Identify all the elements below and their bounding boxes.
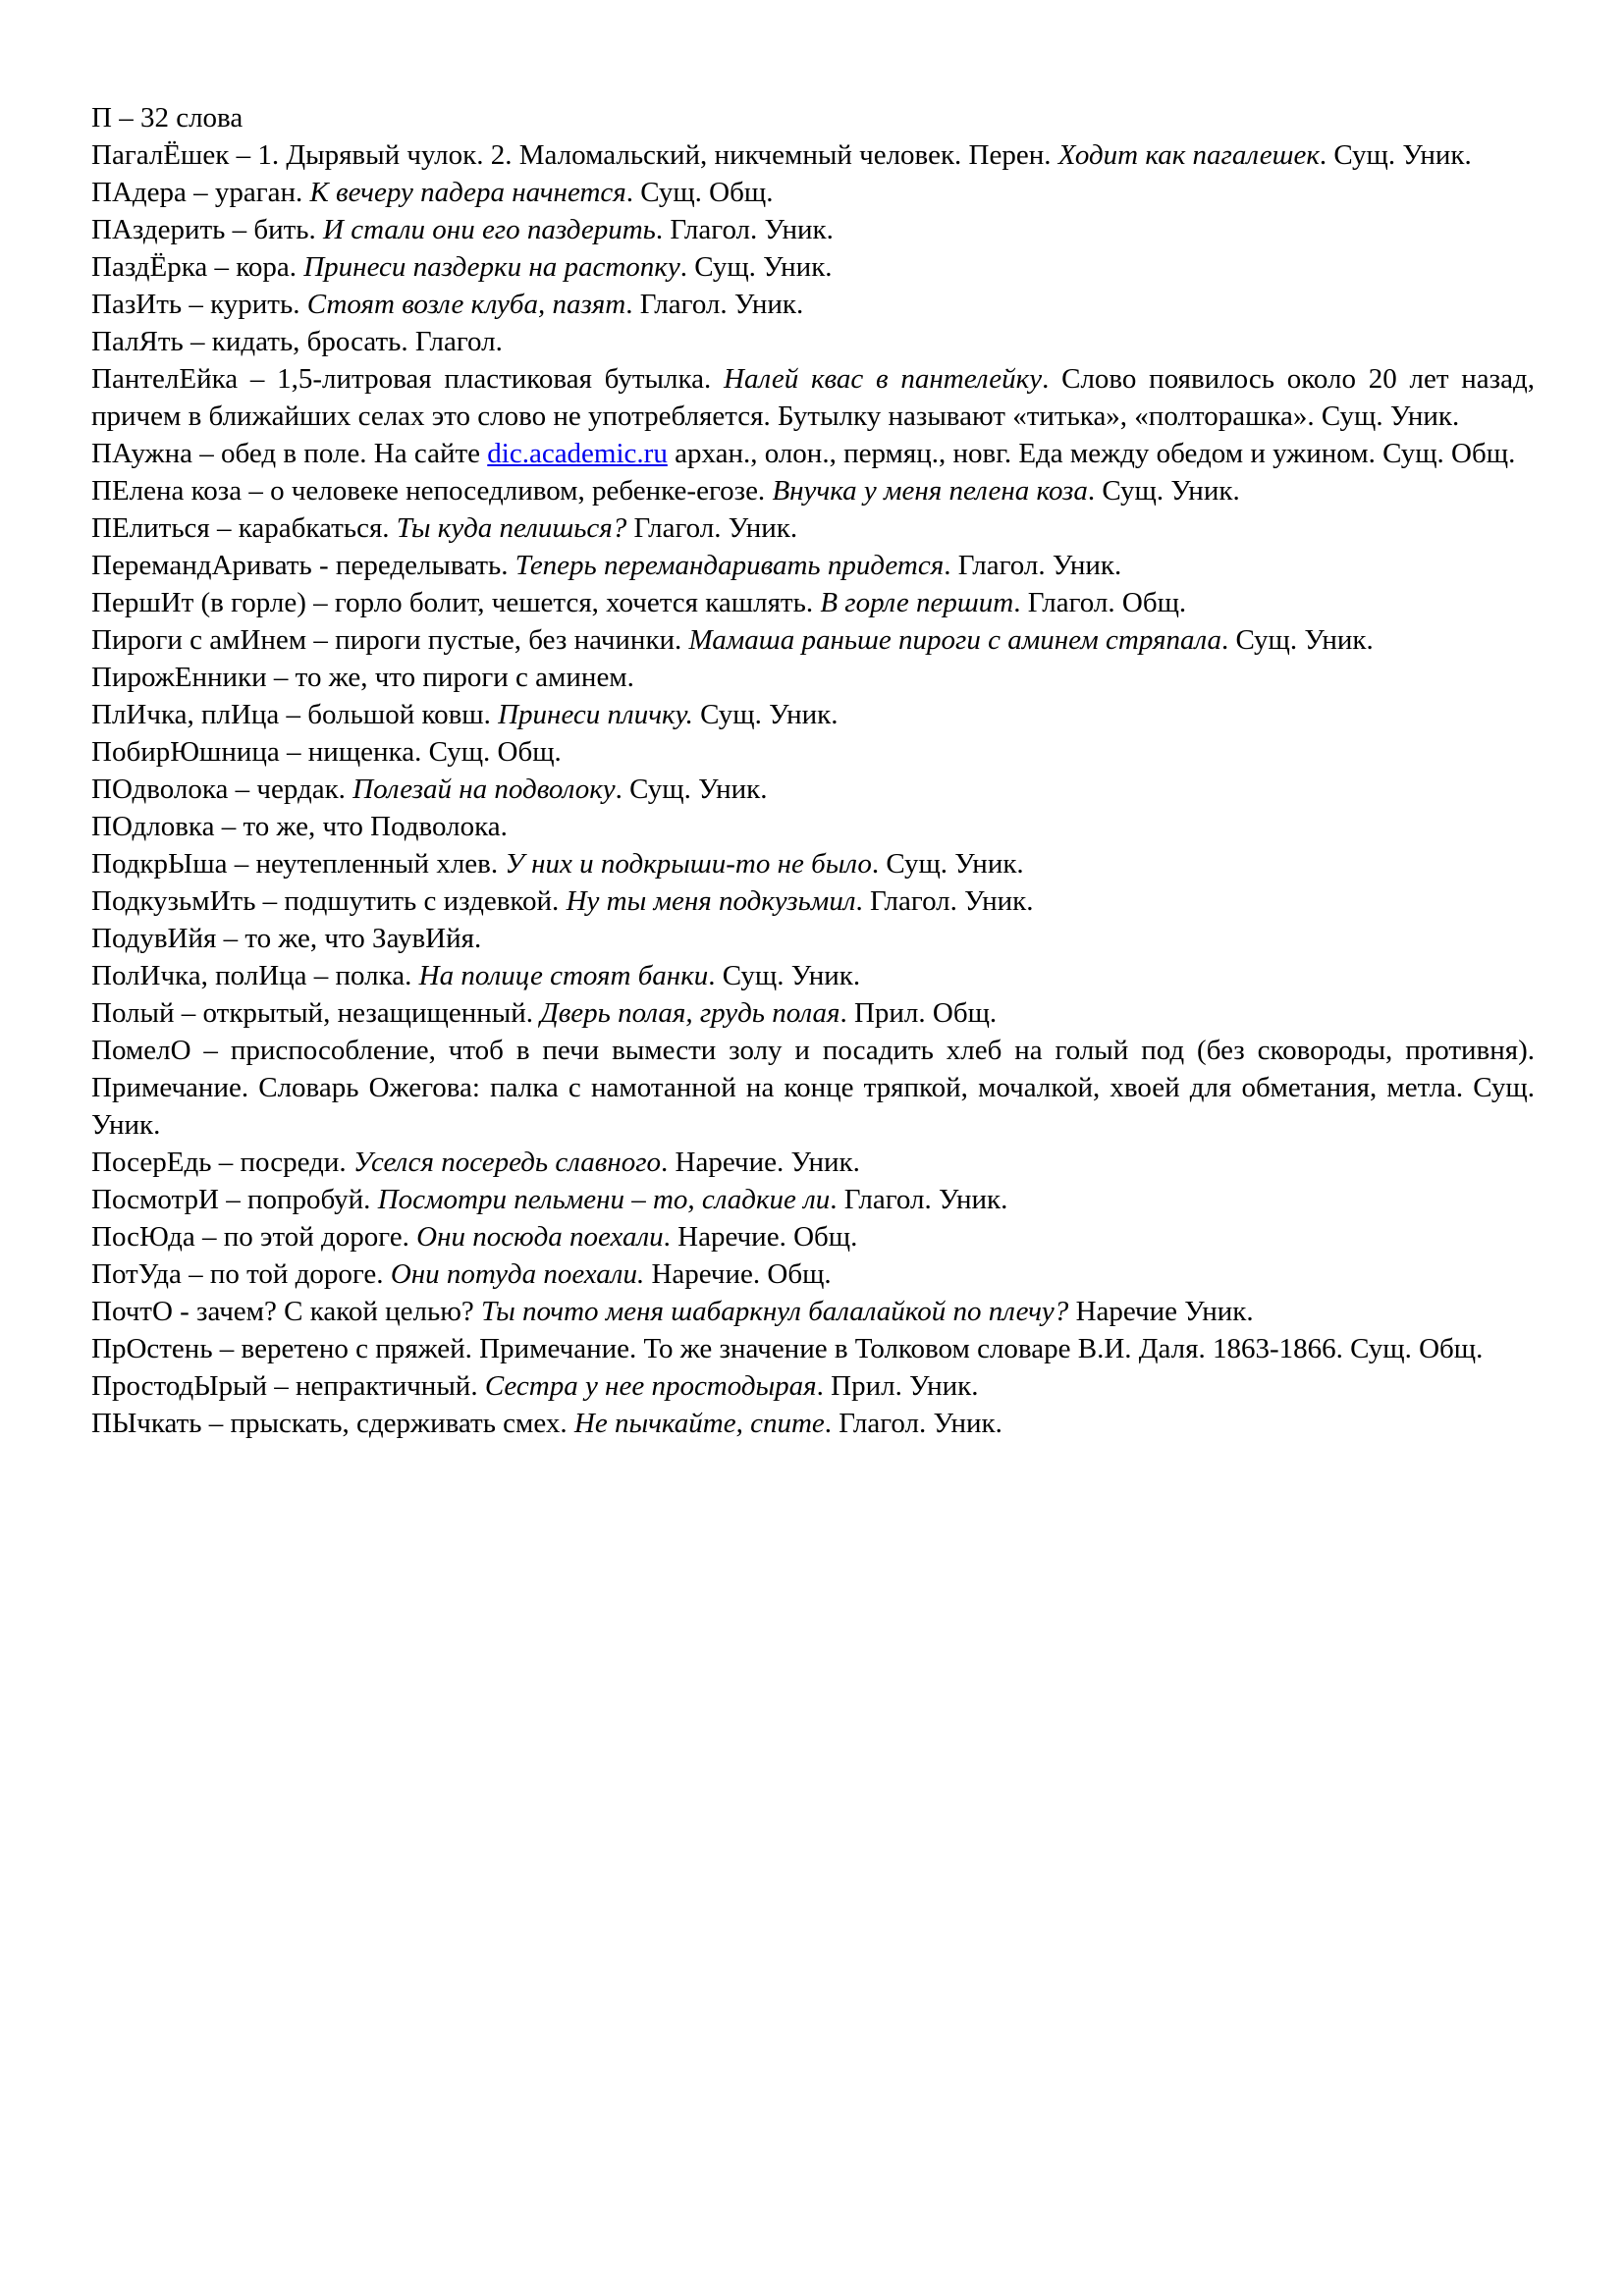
entry-text: ПрОстень – веретено с пряжей. Примечание. То же значение в Толковом словаре В.И. Даля. 1863-1866. Сущ. Общ. [91, 1333, 1484, 1364]
entry-example-text: Не пычкайте, спите [573, 1408, 825, 1439]
dictionary-entry [91, 957, 1535, 994]
dictionary-entry [91, 1330, 1535, 1367]
entry-text: ПОдловка – то же, что Подволока. [91, 811, 508, 842]
entry-text: ПочтО - зачем? С какой целью? [91, 1296, 482, 1327]
entry-example-text: Теперь перемандаривать придется [514, 550, 945, 581]
entry-text: . Сущ. Уник. [615, 774, 768, 805]
entry-text: . Глагол. Уник. [655, 214, 834, 245]
dictionary-entry [91, 435, 1535, 472]
dictionary-entry [91, 1181, 1535, 1218]
dictionary-entry [91, 845, 1535, 882]
entry-text: Полый – открытый, незащищенный. [91, 997, 541, 1029]
dictionary-entry [91, 286, 1535, 323]
entry-text: ПЕлиться – карабкаться. [91, 512, 397, 544]
entry-text: . Наречие. Уник. [661, 1147, 860, 1178]
dictionary-entry [91, 920, 1535, 957]
entry-text: ПотУда – по той дороге. [91, 1258, 391, 1290]
dictionary-entry [91, 323, 1535, 360]
entry-example-text: Ну ты меня подкузьмил [566, 885, 856, 917]
entry-text: ПаздЁрка – кора. [91, 251, 304, 283]
entry-example-text: Уселся посередь славного [352, 1147, 662, 1178]
entry-example-text: Принеси паздерки на растопку [303, 251, 680, 283]
entry-text: ПагалЁшек – 1. Дырявый чулок. 2. Маломальский, никчемный человек. Перен. [91, 139, 1058, 171]
entry-text: ПАужна – обед в поле. На сайте [91, 438, 488, 469]
entry-text: . Глагол. Уник. [824, 1408, 1002, 1439]
entry-text: Сущ. Уник. [692, 699, 839, 730]
entry-example-text: И стали они его паздерить [323, 214, 656, 245]
entry-text: . Глагол. Уник. [855, 885, 1034, 917]
entry-example-text: Посмотри пельмени – то, сладкие ли [377, 1184, 831, 1215]
entry-text: . Сущ. Уник. [708, 960, 861, 991]
entry-text: ПЕлена коза – о человеке непоседливом, ребенке-егозе. [91, 475, 773, 507]
entry-example-text: Налей квас в пантелейку [724, 363, 1043, 395]
dictionary-entry [91, 882, 1535, 920]
dictionary-entry [91, 1144, 1535, 1181]
entry-text: Пироги с амИнем – пироги пустые, без начинки. [91, 624, 689, 656]
entry-example-text: Ты куда пелишься? [396, 512, 627, 544]
entry-text: . Слово появилось около 20 лет назад, причем в ближайших селах это слово не употребляется. Бутылку называют «титька», «полторашка». Сущ. Уник. [91, 363, 1535, 432]
entry-text: ПолИчка, полИца – полка. [91, 960, 419, 991]
dictionary-entry [91, 248, 1535, 286]
dictionary-entry [91, 1405, 1535, 1442]
entry-example-text: Полезай на подволоку [352, 774, 616, 805]
entry-text: . Прил. Общ. [839, 997, 998, 1029]
entry-example-text: Стоят возле клуба, пазят [306, 289, 626, 320]
entry-text: ПеремандАривать - переделывать. [91, 550, 515, 581]
dictionary-entry [91, 1367, 1535, 1405]
entry-text: ПЫчкать – прыскать, сдерживать смех. [91, 1408, 574, 1439]
dictionary-entry [91, 1032, 1535, 1144]
dictionary-entry [91, 621, 1535, 659]
entry-example-text: Ты почто меня шабаркнул балалайкой по плечу? [481, 1296, 1069, 1327]
entry-text: ПирожЕнники – то же, что пироги с аминем. [91, 662, 634, 693]
dictionary-entry [91, 472, 1535, 509]
entry-text: Наречие. Общ. [644, 1258, 832, 1290]
entry-text: . Сущ. Уник. [679, 251, 833, 283]
dictionary-entries [91, 136, 1535, 1442]
entry-text: ПАдера – ураган. [91, 177, 310, 208]
dictionary-entry [91, 696, 1535, 733]
dictionary-entry [91, 659, 1535, 696]
entry-text: ПодкузьмИть – подшутить с издевкой. [91, 885, 567, 917]
entry-text: ПростодЫрый – непрактичный. [91, 1370, 485, 1402]
entry-example-text: Ходит как пагалешек [1057, 139, 1320, 171]
dictionary-entry [91, 771, 1535, 808]
entry-text: . Глагол. Уник. [625, 289, 804, 320]
entry-text: ПОдволока – чердак. [91, 774, 353, 805]
dictionary-entry [91, 547, 1535, 584]
entry-text: ПодкрЫша – неутепленный хлев. [91, 848, 506, 880]
entry-example-text: Мамаша раньше пироги с аминем стряпала [688, 624, 1221, 656]
dictionary-entry [91, 360, 1535, 435]
entry-text: ПодувИйя – то же, что ЗаувИйя. [91, 923, 482, 954]
entry-text: . Прил. Уник. [816, 1370, 979, 1402]
entry-text: . Сущ. Уник. [871, 848, 1024, 880]
entry-text: ПосерЕдь – посреди. [91, 1147, 353, 1178]
dictionary-entry [91, 136, 1535, 174]
entry-text: архан., олон., пермяц., новг. Еда между обедом и ужином. Сущ. Общ. [667, 438, 1516, 469]
entry-example-text: На полице стоят банки [418, 960, 709, 991]
entry-text: . Сущ. Уник. [1087, 475, 1240, 507]
entry-text: ПомелО – приспособление, чтоб в печи вымести золу и посадить хлеб на голый под (без сковороды, противня). Примечание. Словарь Ожегова: палка с намотанной на конце тряпкой, мочалкой, хвоей для обметания, метла. Сущ. Уник. [91, 1035, 1535, 1141]
dictionary-entry [91, 808, 1535, 845]
dic-academic-link[interactable]: dic.academic.ru [487, 438, 668, 469]
entry-text: ПосмотрИ – попробуй. [91, 1184, 378, 1215]
entry-text: . Сущ. Уник. [1319, 139, 1472, 171]
entry-text: ПазИть – курить. [91, 289, 307, 320]
entry-text: ПосЮда – по этой дороге. [91, 1221, 417, 1253]
entry-text: ПобирЮшница – нищенка. Сущ. Общ. [91, 736, 562, 768]
entry-example-text: В горле першит [820, 587, 1014, 618]
dictionary-entry [91, 994, 1535, 1032]
entry-text: ПлИчка, плИца – большой ковш. [91, 699, 499, 730]
dictionary-entry [91, 1293, 1535, 1330]
dictionary-entry [91, 733, 1535, 771]
entry-text: . Глагол. Уник. [830, 1184, 1008, 1215]
entry-example-text: К вечеру падера начнется [309, 177, 626, 208]
page-heading: П – 32 слова [91, 102, 244, 133]
dictionary-entry [91, 211, 1535, 248]
entry-text: . Глагол. Общ. [1013, 587, 1187, 618]
entry-text: . Сущ. Общ. [625, 177, 774, 208]
entry-example-text: Сестра у нее простодырая [484, 1370, 817, 1402]
dictionary-entry [91, 1218, 1535, 1255]
dictionary-entry [91, 584, 1535, 621]
entry-text: Наречие Уник. [1068, 1296, 1254, 1327]
entry-text: . Глагол. Уник. [944, 550, 1122, 581]
entry-example-text: Внучка у меня пелена коза [772, 475, 1088, 507]
entry-text: ПалЯть – кидать, бросать. Глагол. [91, 326, 503, 357]
entry-example-text: Они потуда поехали. [390, 1258, 645, 1290]
entry-text: Глагол. Уник. [626, 512, 798, 544]
dictionary-entry [91, 174, 1535, 211]
entry-example-text: Они посюда поехали [416, 1221, 664, 1253]
entry-example-text: Дверь полая, грудь полая [540, 997, 840, 1029]
entry-example-text: У них и подкрыши-то не было [505, 848, 872, 880]
dictionary-entry [91, 1255, 1535, 1293]
entry-text: ПантелЕйка – 1,5-литровая пластиковая бутылка. [91, 363, 725, 395]
entry-text: ПАздерить – бить. [91, 214, 324, 245]
entry-text: ПершИт (в горле) – горло болит, чешется, хочется кашлять. [91, 587, 821, 618]
dictionary-entry [91, 509, 1535, 547]
entry-text: . Наречие. Общ. [663, 1221, 858, 1253]
entry-text: . Сущ. Уник. [1220, 624, 1374, 656]
entry-example-text: Принеси пличку. [498, 699, 693, 730]
